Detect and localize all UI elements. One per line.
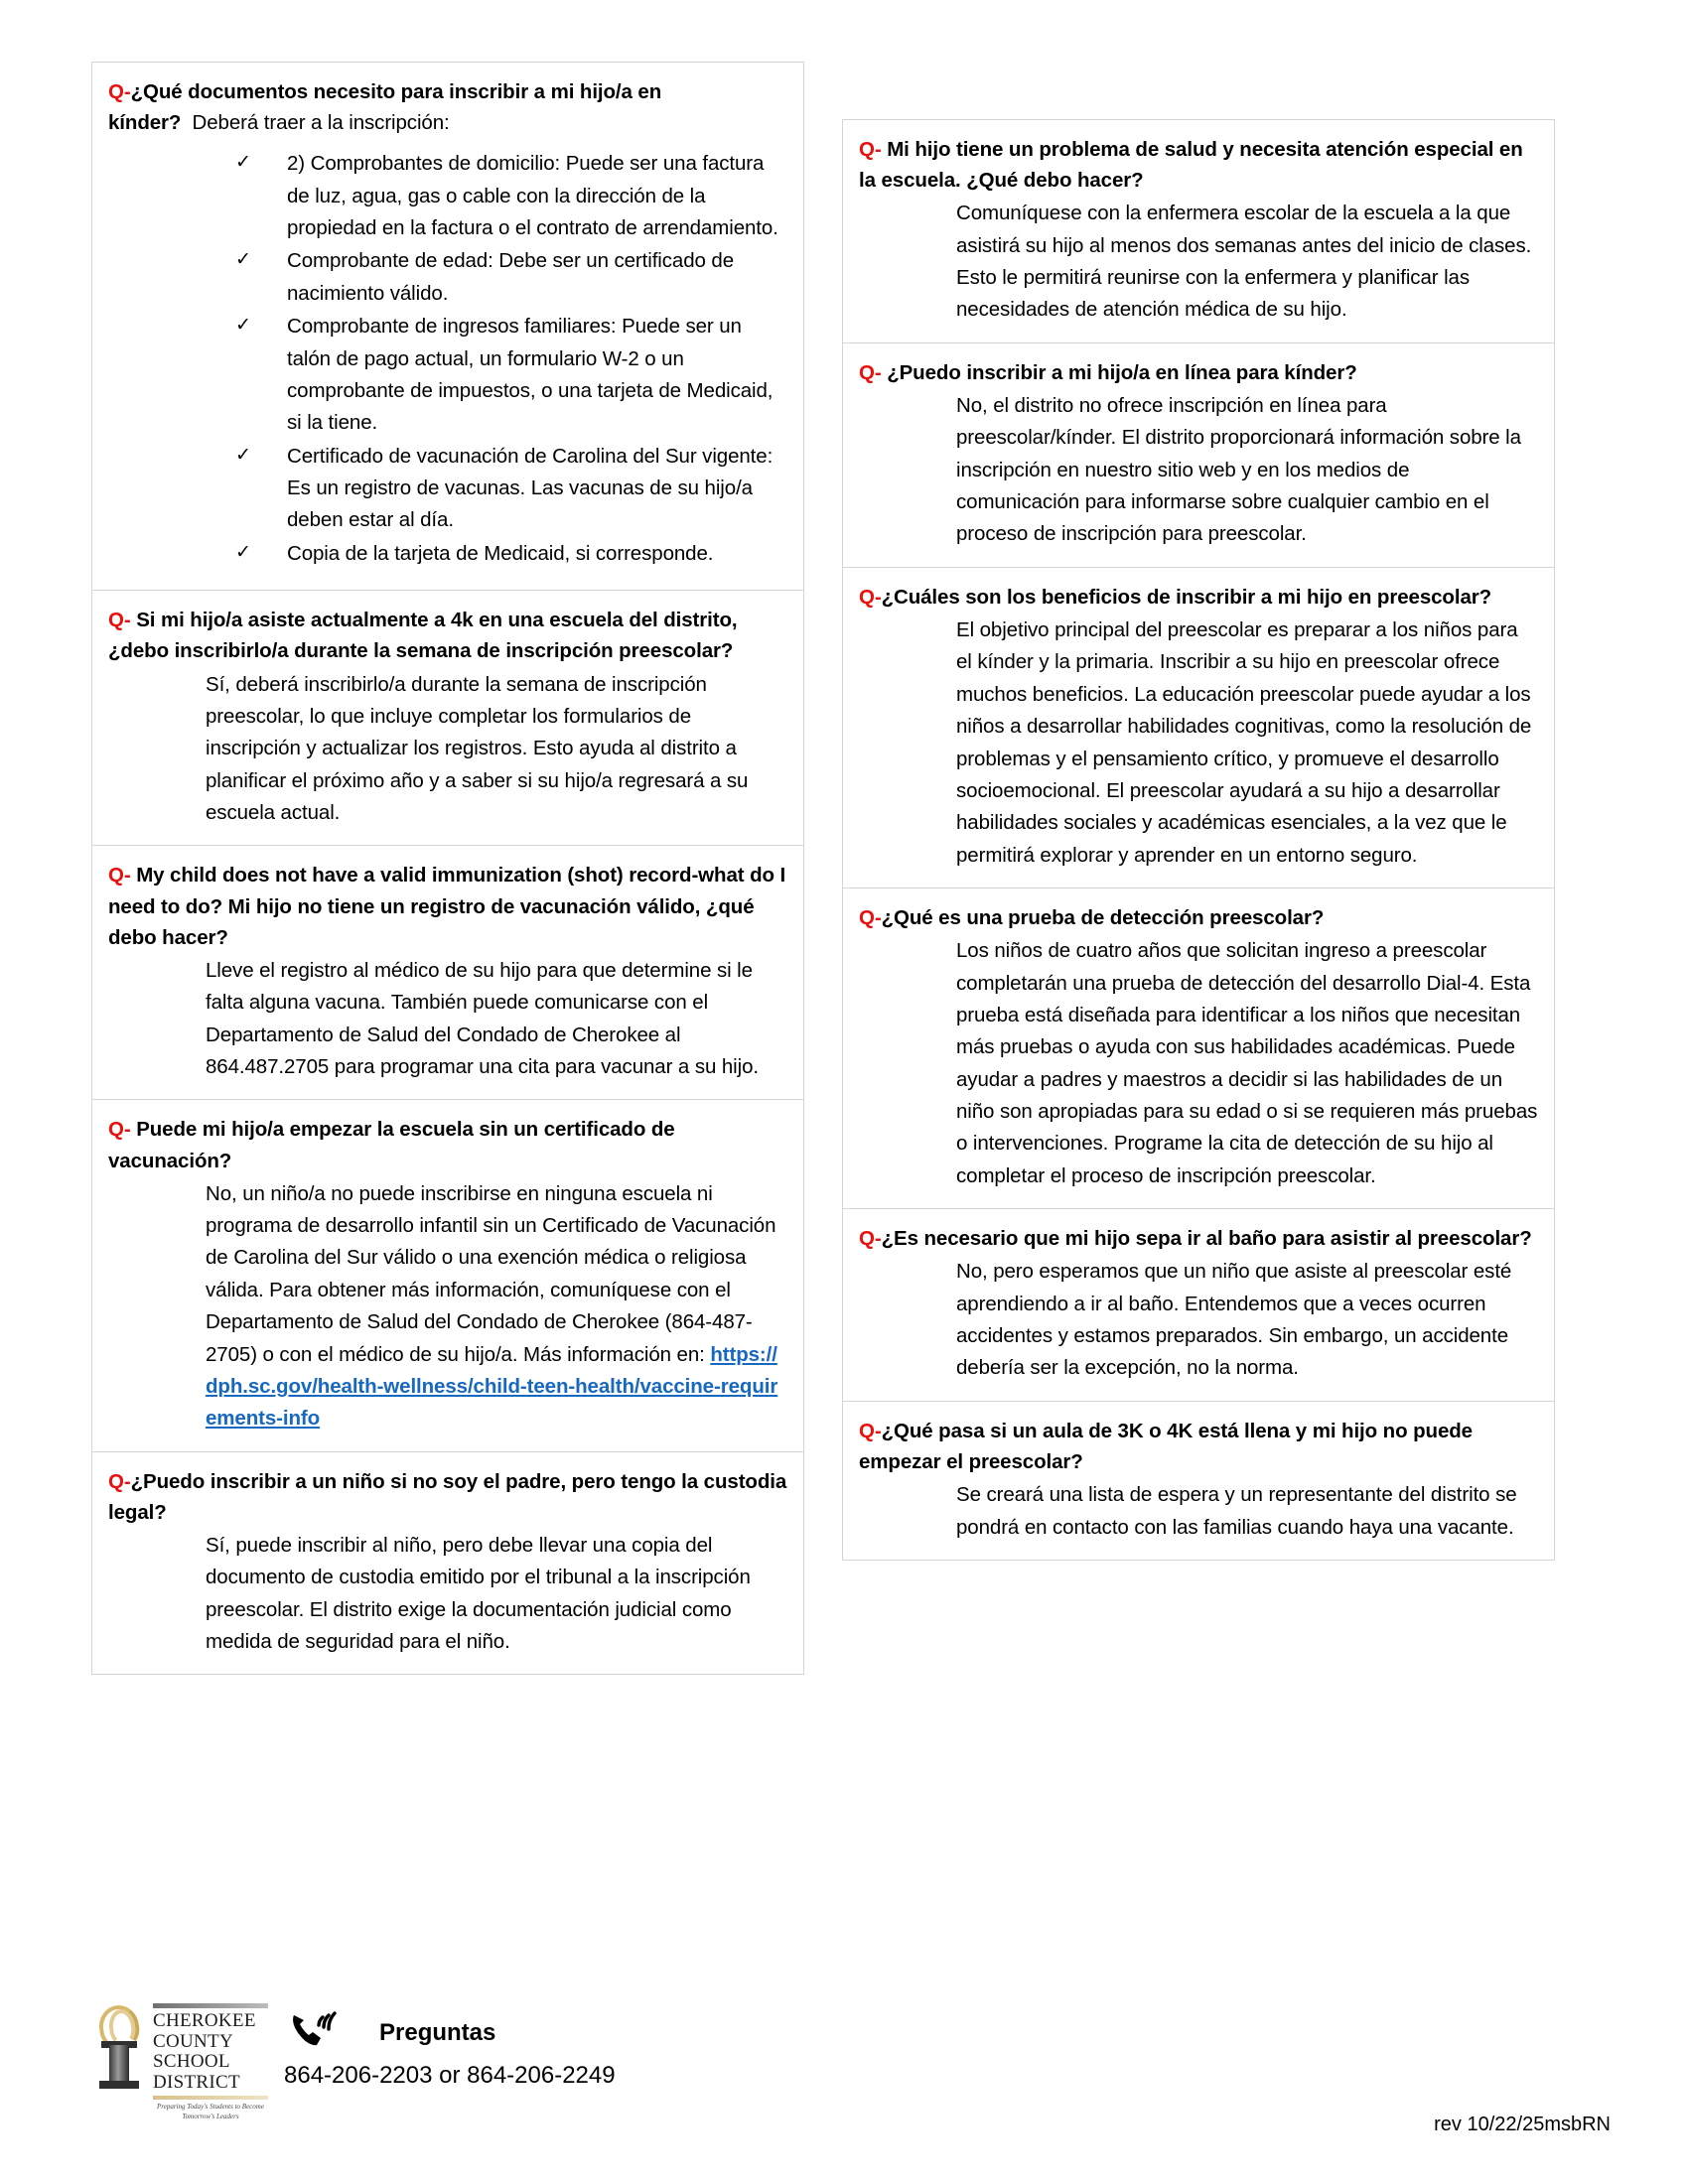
revision-stamp: rev 10/22/25msbRN (1434, 2114, 1611, 2135)
contact-block (268, 1997, 1611, 2090)
qa-block-beneficios-preescolar (842, 567, 1555, 887)
question-text: ¿Cuáles son los beneficios de inscribir a mi hijo en preescolar? (881, 585, 1492, 609)
question-text: ¿Puedo inscribir a mi hijo/a en línea para kínder? (887, 360, 1357, 384)
qa-block-empezar-sin-certificado (91, 1099, 804, 1450)
logo-row (91, 2003, 268, 2121)
list-item-text: Copia de la tarjeta de Medicaid, si corresponde. (287, 541, 714, 565)
logo-line-3: SCHOOL (153, 2051, 230, 2073)
torch-column-shape (109, 2045, 129, 2083)
checkmark-icon: ✓ (235, 541, 251, 563)
logo-wordmark (149, 2003, 268, 2121)
answer-text: No, pero esperamos que un niño que asiste al preescolar esté aprendiendo a ir al baño. Entendemos que a veces ocurren accidentes y estamos preparados. Sin embargo, un accidente debería ser la excepción, no la norma. (956, 1260, 1512, 1380)
q-marker: Q- (859, 585, 882, 609)
q-marker: Q- (108, 1118, 131, 1142)
q-marker: Q- (108, 864, 131, 887)
checkmark-icon: ✓ (235, 152, 251, 174)
phone-ringing-icon (284, 2005, 346, 2060)
district-logo (91, 1997, 268, 2121)
torch-base-shape (99, 2081, 139, 2089)
phone-row (284, 2005, 1611, 2060)
checkmark-icon: ✓ (235, 249, 251, 271)
phone-numbers: 864-206-2203 or 864-206-2249 (284, 2062, 616, 2089)
qa-block-prueba-deteccion (842, 887, 1555, 1208)
footer-content (91, 1997, 1611, 2121)
question-heading (108, 1114, 787, 1175)
answer-text: Comuníquese con la enfermera escolar de la escuela a la que asistirá su hijo al menos dos semanas antes del inicio de clases. Esto le permitirá reunirse con la enfermera y planificar las necesidades de atención médica de su hijo. (956, 202, 1532, 322)
question-text: My child does not have a valid immunization (shot) record-what do I need to do? Mi hijo no tiene un registro de vacunación válido, ¿qué debo hacer? (108, 864, 786, 949)
question-text: Mi hijo tiene un problema de salud y necesita atención especial en la escuela. ¿Qué debo hacer? (859, 138, 1523, 193)
question-text: ¿Puedo inscribir a un niño si no soy el padre, pero tengo la custodia legal? (108, 1469, 787, 1524)
answer-text: No, un niño/a no puede inscribirse en ninguna escuela ni programa de desarrollo infantil sin un Certificado de Vacunación de Carolina del Sur válido o una exención médica o religiosa válida. Para obtener más información, comuníquese con el Departamento de Salud del Condado de Cherokee (864-487-2705) o con el médico de su hijo/a. Más información en: (206, 1181, 776, 1366)
question-text: Si mi hijo/a asiste actualmente a 4k en una escuela del distrito, ¿debo inscribirlo/a durante la semana de inscripción preescolar? (108, 609, 738, 663)
qa-block-aula-llena (842, 1401, 1555, 1561)
answer-text: Sí, deberá inscribirlo/a durante la semana de inscripción preescolar, lo que incluye completar los formularios de inscripción y actualizar los registros. Esto ayuda al distrito a planificar el próximo año y a saber si su hijo/a regresará a su escuela actual. (206, 672, 749, 824)
list-item (235, 311, 787, 440)
list-item (235, 148, 787, 244)
logo-rule-top (153, 2003, 268, 2008)
answer-text: Lleve el registro al médico de su hijo para que determine si le falta alguna vacuna. También puede comunicarse con el Departamento de Salud del Condado de Cherokee al 864.487.2705 para programar una cita para vacunar a su hijo. (206, 958, 759, 1078)
logo-tagline-line-1: Preparing Today's Students to Become (157, 2103, 264, 2112)
question-text: ¿Qué documentos necesito para inscribir a mi hijo/a en kínder? (108, 80, 662, 135)
qa-block-custodia-legal (91, 1451, 804, 1676)
preguntas-label: Preguntas (379, 2018, 496, 2046)
q-marker: Q- (859, 1419, 882, 1442)
list-item-text: Comprobante de ingresos familiares: Puede ser un talón de pago actual, un formulario W-2 o un comprobante de impuestos, o una tarjeta de Medicaid, si la tiene. (287, 315, 774, 435)
q-marker: Q- (859, 138, 882, 161)
question-heading (108, 76, 787, 138)
question-text: Puede mi hijo/a empezar la escuela sin un certificado de vacunación? (108, 1118, 675, 1172)
q-marker: Q- (108, 80, 131, 103)
q-marker: Q- (859, 1227, 882, 1251)
vaccine-requirements-link[interactable]: https://dph.sc.gov/health-wellness/child-teen-health/vaccine-requirements-info (206, 1342, 778, 1431)
q-marker: Q- (859, 360, 882, 384)
left-column (91, 62, 804, 1675)
question-heading (108, 605, 787, 666)
qa-block-problema-de-salud (842, 119, 1555, 342)
qa-block-documentos-kinder (91, 62, 804, 590)
checkmark-icon: ✓ (235, 444, 251, 466)
answer-paragraph (108, 1178, 787, 1435)
answer-text: No, el distrito no ofrece inscripción en línea para preescolar/kínder. El distrito proporcionará información sobre la inscripción en nuestro sitio web y en los medios de comunicación para informarse sobre cualquier cambio en el proceso de inscripción para preescolar. (956, 393, 1521, 546)
logo-tagline-line-2: Tomorrow's Leaders (182, 2112, 239, 2120)
logo-rule-bottom (153, 2096, 268, 2100)
answer-text: Los niños de cuatro años que solicitan ingreso a preescolar completarán una prueba de detección del desarrollo Dial-4. Esta prueba está diseñada para identificar a los niños que necesitan más pruebas o ayuda con sus habilidades académicas. Puede ayudar a padres y maestros a decidir si las habilidades de un niño son apropiadas para su edad o si se requieren más pruebas o intervenciones. Programe la cita de detección de su hijo al completar el proceso de inscripción preescolar. (956, 939, 1538, 1187)
question-heading (859, 357, 1538, 388)
question-heading (859, 902, 1538, 933)
qa-block-ir-al-bano (842, 1208, 1555, 1401)
q-marker: Q- (108, 1469, 131, 1493)
torch-icon (91, 2003, 149, 2095)
question-heading (108, 1466, 787, 1528)
list-item (235, 245, 787, 310)
q-marker: Q- (108, 609, 131, 632)
page-footer (91, 1997, 1611, 2146)
question-text: ¿Qué es una prueba de detección preescolar? (881, 906, 1325, 929)
checkmark-icon: ✓ (235, 315, 251, 337)
question-heading (108, 860, 787, 952)
logo-name-block (153, 2011, 268, 2093)
list-item-text: 2) Comprobantes de domicilio: Puede ser una factura de luz, agua, gas o cable con la dirección de la propiedad en la factura o el contrato de arrendamiento. (287, 152, 778, 240)
logo-line-2: COUNTY (153, 2030, 233, 2052)
question-text: ¿Es necesario que mi hijo sepa ir al baño para asistir al preescolar? (881, 1227, 1532, 1251)
inline-answer-text: Deberá traer a la inscripción: (192, 111, 450, 135)
qa-block-inscripcion-en-linea (842, 342, 1555, 567)
q-marker: Q- (859, 906, 882, 929)
answer-text: El objetivo principal del preescolar es preparar a los niños para el kínder y la primaria. Inscribir a su hijo en preescolar ofrece muchos beneficios. La educación preescolar puede ayudar a los niños a desarrollar habilidades cognitivas, como la resolución de problemas y el pensamiento crítico, y promueve el desarrollo socioemocional. El preescolar ayudará a su hijo a desarrollar habilidades sociales y académicas esenciales, a la vez que le permitirá explorar y aprender en un entorno seguro. (956, 618, 1532, 867)
question-heading (859, 1416, 1538, 1477)
logo-line-4: DISTRICT (153, 2071, 240, 2093)
right-column (842, 62, 1555, 1561)
question-text: ¿Qué pasa si un aula de 3K o 4K está llena y mi hijo no puede empezar el preescolar? (859, 1419, 1473, 1473)
logo-tagline (153, 2103, 268, 2121)
list-item (235, 441, 787, 537)
question-heading (859, 134, 1538, 196)
two-column-layout (91, 62, 1611, 1675)
documents-checklist (108, 148, 787, 570)
list-item (235, 538, 787, 570)
list-item-text: Comprobante de edad: Debe ser un certificado de nacimiento válido. (287, 249, 735, 305)
list-item-text: Certificado de vacunación de Carolina del Sur vigente: Es un registro de vacunas. Las vacunas de su hijo/a deben estar al día. (287, 444, 774, 532)
question-heading (859, 582, 1538, 613)
answer-text: Se creará una lista de espera y un representante del distrito se pondrá en contacto con las familias cuando haya una vacante. (956, 1483, 1517, 1539)
logo-line-1: CHEROKEE (153, 2010, 256, 2031)
question-heading (859, 1223, 1538, 1254)
answer-text: Sí, puede inscribir al niño, pero debe llevar una copia del documento de custodia emitido por el tribunal a la inscripción preescolar. El distrito exige la documentación judicial como medida de seguridad para el niño. (206, 1533, 751, 1654)
qa-block-immunization-record (91, 845, 804, 1099)
qa-block-4k-distrito (91, 590, 804, 845)
